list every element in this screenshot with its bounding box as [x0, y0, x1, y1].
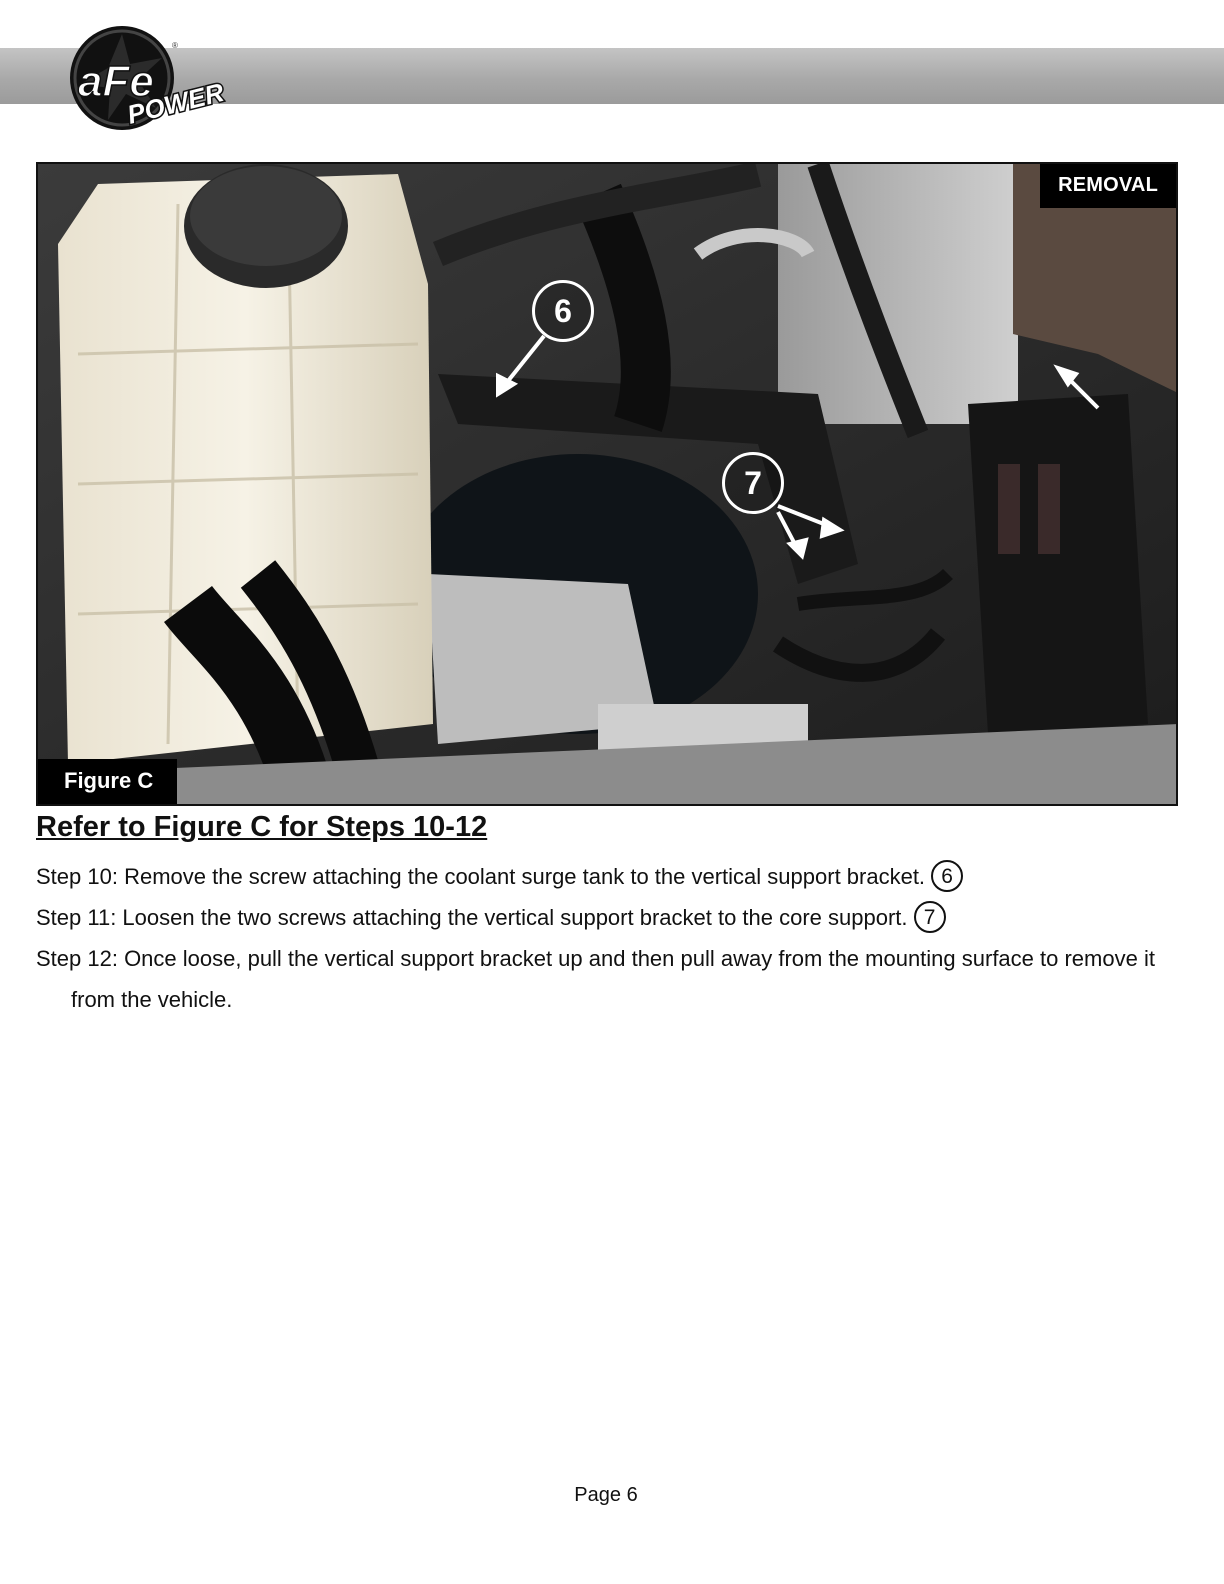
step-12 — [36, 938, 1186, 1020]
step-10-callout-badge: 6 — [931, 860, 963, 892]
step-10 — [36, 856, 1186, 897]
afe-power-logo — [68, 24, 238, 132]
step-10-text: Step 10: Remove the screw attaching the coolant surge tank to the vertical support bracket. — [36, 864, 926, 889]
callout-6: 6 — [532, 280, 594, 342]
callout-7: 7 — [722, 452, 784, 514]
section-heading: Refer to Figure C for Steps 10-12 — [36, 811, 488, 843]
svg-text:®: ® — [172, 41, 178, 50]
step-11 — [36, 897, 1186, 938]
figure-caption: Figure C — [38, 759, 177, 804]
figure-c-photo — [36, 162, 1178, 806]
step-11-text: Step 11: Loosen the two screws attaching the vertical support bracket to the core support. — [36, 905, 908, 930]
page-number: Page 6 — [574, 1484, 638, 1506]
svg-text:aFe: aFe — [78, 57, 154, 106]
step-12-text: Step 12: Once loose, pull the vertical support bracket up and then pull away from the mounting surface to remove it from the vehicle. — [36, 946, 1155, 1012]
removal-tag: REMOVAL — [1040, 164, 1176, 208]
svg-text:POWER: POWER — [124, 76, 227, 130]
step-11-callout-badge: 7 — [914, 901, 946, 933]
steps-list — [36, 856, 1186, 1020]
